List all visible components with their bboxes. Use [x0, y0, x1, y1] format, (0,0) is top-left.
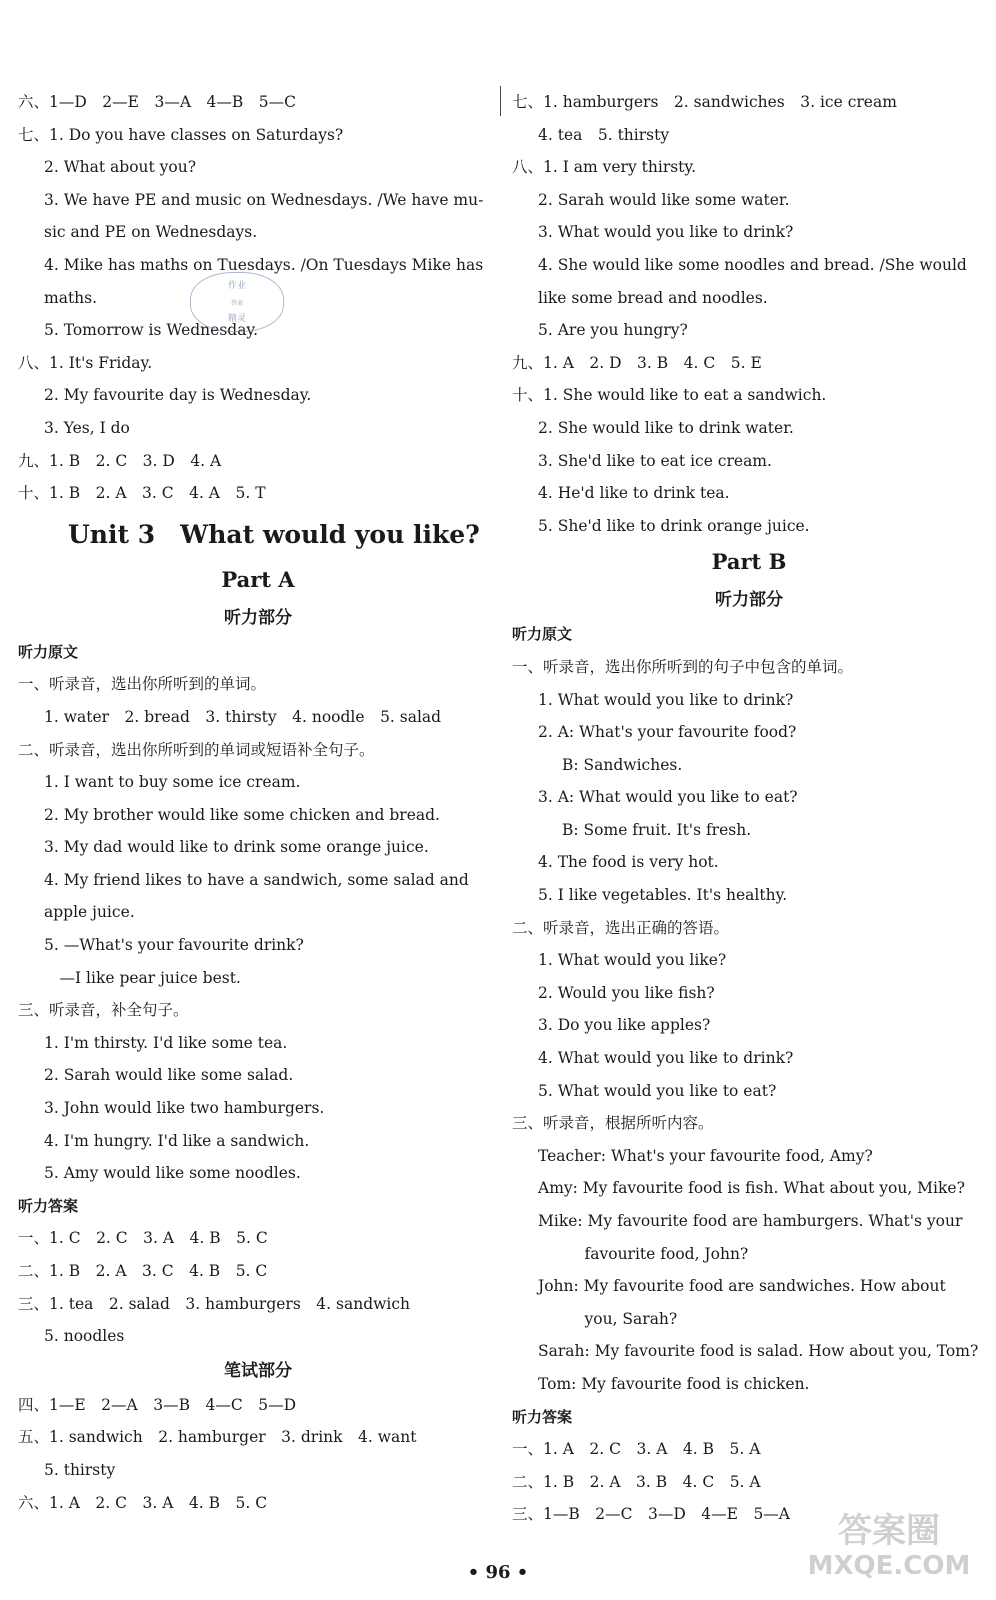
left-line: 2. Sarah would like some salad. [44, 1066, 294, 1085]
right-line: 4. tea 5. thirsty [538, 125, 670, 144]
left-line: 八、1. It's Friday. [18, 353, 153, 372]
right-line: Part B [711, 549, 787, 575]
right-line: 4. She would like some noodles and bread. /She would [538, 255, 967, 274]
right-line: 5. I like vegetables. It's healthy. [538, 886, 788, 905]
left-line: 三、1. tea 2. salad 3. hamburgers 4. sandwich [18, 1294, 411, 1313]
right-line: favourite food, John? [538, 1244, 749, 1263]
right-line: like some bread and noodles. [538, 288, 768, 307]
left-line: 5. —What's your favourite drink? [44, 936, 304, 955]
left-line: 3. We have PE and music on Wednesdays. /We have mu- [44, 190, 484, 209]
left-line: 5. noodles [44, 1327, 125, 1346]
left-line: 2. What about you? [44, 158, 197, 177]
left-line: Unit 3 What would you like? [68, 519, 480, 549]
right-line: 3. A: What would you like to eat? [538, 788, 798, 807]
right-line: 3. She'd like to eat ice cream. [538, 451, 772, 470]
left-line: 五、1. sandwich 2. hamburger 3. drink 4. want [18, 1428, 417, 1447]
right-line: 3. What would you like to drink? [538, 223, 794, 242]
right-column [512, 86, 986, 1531]
right-line: 2. Sarah would like some water. [538, 190, 790, 209]
left-line: 5. thirsty [44, 1460, 116, 1479]
stamp-text-2: 答案 [230, 300, 244, 307]
right-line: 5. She'd like to drink orange juice. [538, 516, 810, 535]
right-line: 5. What would you like to eat? [538, 1081, 777, 1100]
left-line: —I like pear juice best. [44, 968, 241, 987]
left-line: 一、1. C 2. C 3. A 4. B 5. C [18, 1229, 268, 1248]
right-line: 听力答案 [512, 1407, 573, 1426]
left-line: 一、听录音，选出你所听到的单词。 [18, 675, 267, 694]
left-line: 九、1. B 2. C 3. D 4. A [18, 451, 222, 470]
left-line: 3. Yes, I do [44, 418, 130, 437]
left-line: 二、1. B 2. A 3. C 4. B 5. C [18, 1262, 268, 1280]
left-line: 六、1—D 2—E 3—A 4—B 5—C [18, 93, 296, 111]
right-line: 3. Do you like apples? [538, 1016, 711, 1035]
right-line: Sarah: My favourite food is salad. How about you, Tom? [538, 1342, 979, 1361]
right-line: 一、1. A 2. C 3. A 4. B 5. A [512, 1440, 761, 1459]
right-line: 二、听录音，选出正确的答语。 [512, 918, 730, 937]
right-line: 十、1. She would like to eat a sandwich. [512, 386, 827, 405]
right-line: 听力部分 [715, 590, 783, 611]
left-line: 1. water 2. bread 3. thirsty 4. noodle 5. salad [44, 707, 442, 726]
right-line: 2. A: What's your favourite food? [538, 723, 797, 742]
left-line: 3. John would like two hamburgers. [44, 1099, 325, 1118]
left-line: 听力答案 [18, 1196, 79, 1215]
stamp-text-1: 作业 [227, 281, 247, 291]
left-line: sic and PE on Wednesdays. [44, 223, 258, 242]
right-line: you, Sarah? [538, 1309, 678, 1328]
left-line: 六、1. A 2. C 3. A 4. B 5. C [18, 1493, 268, 1512]
stamp-seal [190, 272, 284, 332]
right-line: Mike: My favourite food are hamburgers. What's your [538, 1212, 963, 1230]
right-line: B: Some fruit. It's fresh. [562, 820, 752, 839]
left-line: 二、听录音，选出你所听到的单词或短语补全句子。 [18, 740, 375, 759]
right-line: 七、1. hamburgers 2. sandwiches 3. ice cream [512, 93, 897, 111]
left-line: 4. Mike has maths on Tuesdays. /On Tuesdays Mike has [44, 255, 484, 274]
left-line: 1. I want to buy some ice cream. [44, 773, 301, 792]
right-line: 2. Would you like fish? [538, 983, 715, 1002]
left-line: apple juice. [44, 903, 135, 922]
right-line: 4. The food is very hot. [538, 853, 719, 872]
right-line: 1. What would you like? [538, 951, 727, 970]
right-line: 2. She would like to drink water. [538, 418, 794, 437]
right-line: 1. What would you like to drink? [538, 690, 794, 709]
left-line: maths. [44, 288, 98, 307]
right-line: Amy: My favourite food is fish. What about you, Mike? [538, 1179, 965, 1198]
left-line: 2. My favourite day is Wednesday. [44, 386, 312, 405]
watermark-text: 答案圈 [838, 1511, 940, 1551]
left-line: 听力部分 [224, 607, 292, 628]
right-line: 5. Are you hungry? [538, 321, 688, 340]
right-line: Teacher: What's your favourite food, Amy? [538, 1146, 873, 1165]
column-divider [500, 86, 501, 116]
left-line: 5. Amy would like some noodles. [44, 1164, 301, 1183]
left-line: 七、1. Do you have classes on Saturdays? [18, 125, 344, 144]
left-line: 笔试部分 [224, 1360, 292, 1381]
left-line: 3. My dad would like to drink some orange juice. [44, 838, 429, 857]
left-line: Part A [221, 566, 295, 592]
right-line: Tom: My favourite food is chicken. [538, 1374, 810, 1393]
left-line: 5. Tomorrow is Wednesday. [44, 321, 259, 340]
left-line: 三、听录音，补全句子。 [18, 1001, 189, 1020]
right-line: 三、1—B 2—C 3—D 4—E 5—A [512, 1505, 790, 1524]
stamp-text-3: 精灵 [227, 314, 247, 324]
page-number: • 96 • [467, 1562, 529, 1583]
watermark-logo [794, 1504, 984, 1588]
right-line: 听力原文 [512, 625, 573, 644]
watermark-url: MXQE.COM [807, 1551, 971, 1581]
right-line: John: My favourite food are sandwiches. How about [538, 1277, 946, 1296]
right-line: 八、1. I am very thirsty. [512, 158, 697, 177]
left-line: 听力原文 [18, 642, 79, 661]
left-line: 1. I'm thirsty. I'd like some tea. [44, 1033, 288, 1052]
right-line: 九、1. A 2. D 3. B 4. C 5. E [512, 353, 762, 372]
right-line: 二、1. B 2. A 3. B 4. C 5. A [512, 1472, 761, 1491]
left-line: 4. My friend likes to have a sandwich, some salad and [44, 870, 469, 889]
right-line: 4. He'd like to drink tea. [538, 484, 730, 503]
left-line: 4. I'm hungry. I'd like a sandwich. [44, 1131, 310, 1150]
left-line: 四、1—E 2—A 3—B 4—C 5—D [18, 1395, 296, 1414]
right-line: 4. What would you like to drink? [538, 1049, 794, 1068]
left-line: 十、1. B 2. A 3. C 4. A 5. T [18, 484, 266, 503]
right-line: 三、听录音，根据所听内容。 [512, 1114, 714, 1133]
right-line: B: Sandwiches. [562, 755, 683, 774]
right-line: 一、听录音，选出你所听到的句子中包含的单词。 [512, 657, 854, 676]
left-line: 2. My brother would like some chicken and bread. [44, 805, 440, 824]
